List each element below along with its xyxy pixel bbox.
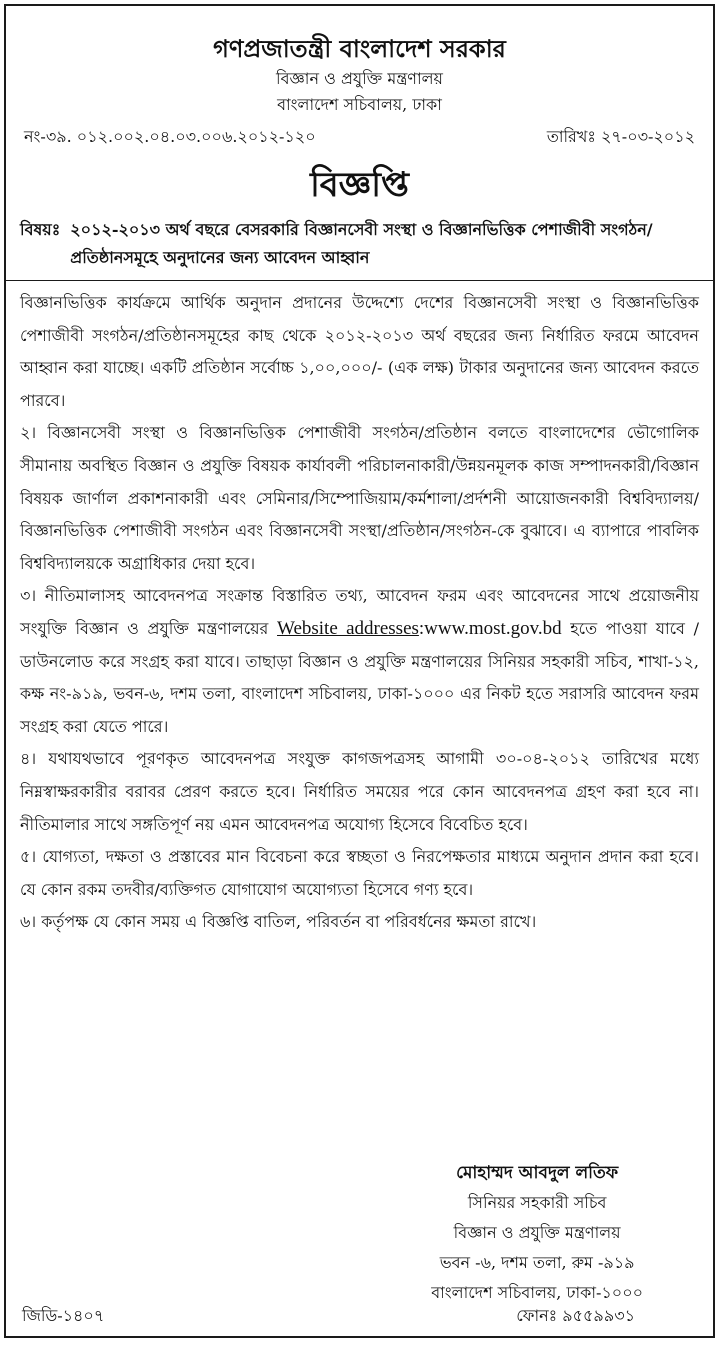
- website-link[interactable]: Website addresses: [277, 617, 419, 639]
- divider: [6, 280, 713, 281]
- signature-block: [431, 1158, 643, 1308]
- subject-text: ২০১২-২০১৩ অর্থ বছরে বেসরকারি বিজ্ঞানসেবী সংস্থা ও বিজ্ঞানভিত্তিক পেশাজীবী সংগঠন/প্রতিষ্ঠানসমূহে অনুদানের জন্য আবেদন আহ্বান: [70, 220, 653, 267]
- paragraph-3-intro: ৩। নীতিমালাসহ আবেদনপত্র সংক্রান্ত বিস্তারিত তথ্য, আবেদন ফরম এবং আবেদনের সাথে প্রয়োজনীয় সংযুক্তি বিজ্ঞান ও প্রযুক্তি মন্ত্রণালয়ের: [20, 586, 699, 638]
- paragraph-5: ৫। যোগ্যতা, দক্ষতা ও প্রস্তাবের মান বিবেচনা করে স্বচ্ছতা ও নিরপেক্ষতার মাধ্যমে অনুদান প্রদান করা হবে। যে কোন রকম তদবীর/ব্যক্তিগত যোগাযোগ অযোগ্যতা হিসেবে গণ্য হবে।: [20, 847, 699, 899]
- phone-number: ফোনঃ ৯৫৫৯৯৩১: [516, 1306, 635, 1325]
- signatory-name: মোহাম্মদ আবদুল লতিফ: [456, 1163, 619, 1183]
- signatory-ministry: বিজ্ঞান ও প্রযুক্তি মন্ত্রণালয়: [453, 1223, 621, 1242]
- subject-label: বিষয়ঃ: [20, 220, 61, 239]
- paragraph-3: [20, 580, 699, 743]
- paragraph-4: ৪। যথাযথভাবে পূরণকৃত আবেদনপত্র সংযুক্ত কাগজপত্রসহ আগামী ৩০-০৪-২০১২ তারিখের মধ্যে নিম্নস্বাক্ষরকারীর বরাবর প্রেরণ করতে হবে। নির্ধারিত সময়ের পরে কোন আবেদনপত্র গ্রহণ করা হবে না। নীতিমালার সাথে সঙ্গতিপূর্ণ নয় এমন আবেদনপত্র অযোগ্য হিসেবে বিবেচিত হবে।: [20, 749, 699, 834]
- gd-number: জিডি-১৪০৭: [22, 1306, 105, 1325]
- signatory-designation: সিনিয়র সহকারী সচিব: [467, 1193, 607, 1212]
- notice-date: তারিখঃ ২৭-০৩-২০১২: [546, 127, 695, 146]
- paragraph-2: ২। বিজ্ঞানসেবী সংস্থা ও বিজ্ঞানভিত্তিক পেশাজীবী সংগঠন/প্রতিষ্ঠান বলতে বাংলাদেশের ভৌগোলিক সীমানায় অবস্থিত বিজ্ঞান ও প্রযুক্তি বিষয়ক কার্যাবলী পরিচালনাকারী/উন্নয়নমূলক কাজ সম্পাদনকারী/বিজ্ঞান বিষয়ক জার্ণাল প্রকাশনাকারী এবং সেমিনার/সিম্পোজিয়াম/কর্মশালা/প্রর্দশনী আয়োজনকারী বিশ্ববিদ্যালয়/বিজ্ঞানভিত্তিক পেশাজীবী সংগঠন এবং বিজ্ঞানসেবী সংস্থা/প্রতিষ্ঠান/সংগঠন-কে বুঝাবে। এ ব্যাপারে পাবলিক বিশ্ববিদ্যালয়কে অগ্রাধিকার দেয়া হবে।: [20, 423, 699, 573]
- government-heading: গণপ্রজাতন্ত্রী বাংলাদেশ সরকার: [213, 34, 506, 63]
- website-url[interactable]: :www.most.gov.bd: [418, 617, 562, 639]
- paragraph-6: ৬। কর্তৃপক্ষ যে কোন সময় এ বিজ্ঞপ্তি বাতিল, পরিবর্তন বা পরিবর্ধনের ক্ষমতা রাখে।: [20, 912, 537, 932]
- signatory-address: বাংলাদেশ সচিবালয়, ঢাকা-১০০০: [431, 1283, 643, 1302]
- signatory-office: ভবন -৬, দশম তলা, রুম -৯১৯: [439, 1253, 635, 1272]
- notice-title: বিজ্ঞপ্তি: [310, 165, 409, 205]
- memo-number: নং-৩৯. ০১২.০০২.০৪.০৩.০০৬.২০১২-১২০: [24, 127, 316, 146]
- paragraph-3-rest: হতে পাওয়া যাবে /ডাউনলোড করে সংগ্রহ করা যাবে। তাছাড়া বিজ্ঞান ও প্রযুক্তি মন্ত্রণালয়ের সিনিয়র সহকারী সচিব, শাখা-১২, কক্ষ নং-৯১৯, ভবন-৬, দশম তলা, বাংলাদেশ সচিবালয়, ঢাকা-১০০০ এর নিকট হতে সরাসরি আবেদন ফরম সংগ্রহ করা যেতে পারে।: [20, 618, 700, 736]
- subject-line: [20, 216, 699, 272]
- paragraph-1: বিজ্ঞানভিত্তিক কার্যক্রমে আর্থিক অনুদান প্রদানের উদ্দেশ্যে দেশের বিজ্ঞানসেবী সংস্থা ও বিজ্ঞানভিত্তিক পেশাজীবী সংগঠন/প্রতিষ্ঠানসমূহের কাছ থেকে ২০১২-২০১৩ অর্থ বছরের জন্য নির্ধারিত ফরমে আবেদন আহ্বান করা যাচ্ছে। একটি প্রতিষ্ঠান সর্বোচ্চ ১,০০,০০০/- (এক লক্ষ) টাকার অনুদানের জন্য আবেদন করতে পারবে।: [20, 293, 699, 410]
- ministry-name: বিজ্ঞান ও প্রযুক্তি মন্ত্রণালয়: [276, 69, 443, 88]
- notice-document: [4, 4, 715, 1338]
- reference-row: [20, 124, 699, 150]
- ministry-address: বাংলাদেশ সচিবালয়, ঢাকা: [277, 95, 442, 114]
